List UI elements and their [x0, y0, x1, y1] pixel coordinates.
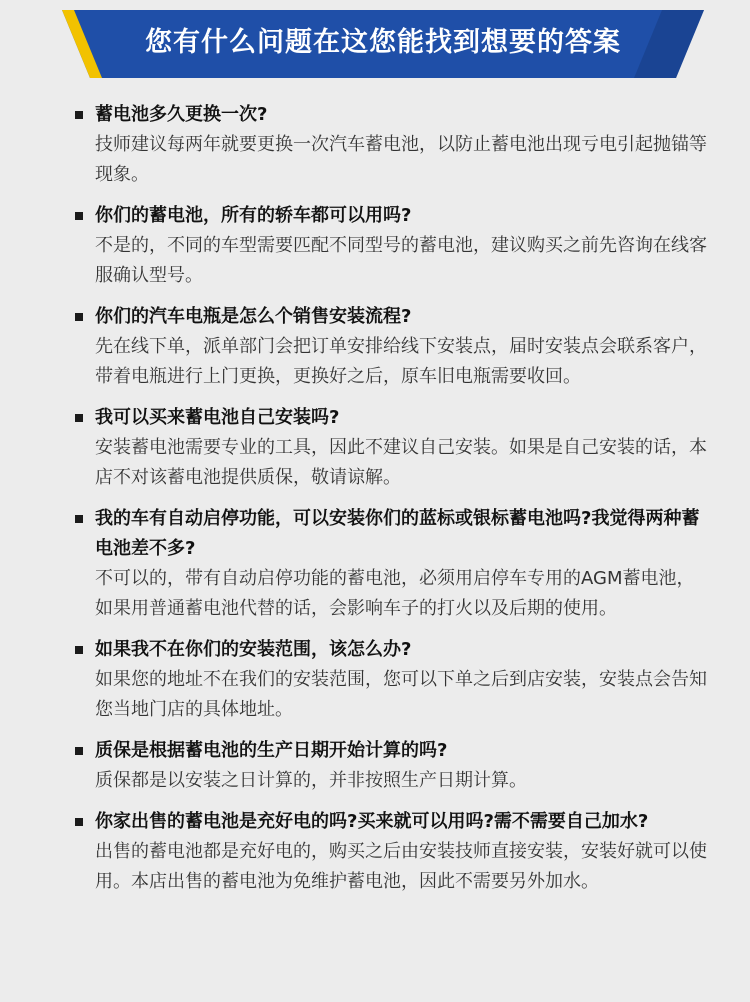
square-bullet-icon [75, 818, 83, 826]
faq-item [72, 504, 712, 624]
square-bullet-icon [75, 414, 83, 422]
square-bullet-icon [75, 212, 83, 220]
square-bullet-icon [75, 515, 83, 523]
faq-question: 你家出售的蓄电池是充好电的吗?买来就可以用吗?需不需要自己加水? [95, 811, 649, 832]
faq-question: 你们的汽车电瓶是怎么个销售安装流程? [95, 306, 412, 327]
faq-list [72, 100, 712, 908]
square-bullet-icon [75, 111, 83, 119]
faq-answer: 安装蓄电池需要专业的工具，因此不建议自己安装。如果是自己安装的话，本店不对该蓄电池提供质保，敬请谅解。 [95, 437, 707, 488]
faq-answer: 不是的，不同的车型需要匹配不同型号的蓄电池，建议购买之前先咨询在线客服确认型号。 [95, 235, 707, 286]
faq-answer: 出售的蓄电池都是充好电的，购买之后由安装技师直接安装，安装好就可以使用。本店出售的蓄电池为免维护蓄电池，因此不需要另外加水。 [95, 841, 707, 892]
square-bullet-icon [75, 313, 83, 321]
faq-question: 我可以买来蓄电池自己安装吗? [95, 407, 340, 428]
faq-item [72, 302, 712, 392]
square-bullet-icon [75, 646, 83, 654]
faq-item [72, 635, 712, 725]
faq-question: 如果我不在你们的安装范围，该怎么办? [95, 639, 412, 660]
faq-answer: 质保都是以安装之日计算的，并非按照生产日期计算。 [95, 770, 527, 791]
faq-answer: 不可以的，带有自动启停功能的蓄电池，必须用启停车专用的AGM蓄电池，如果用普通蓄电池代替的话，会影响车子的打火以及后期的使用。 [95, 568, 695, 619]
header-banner [62, 10, 704, 78]
faq-item [72, 736, 712, 796]
faq-item [72, 100, 712, 190]
faq-question: 质保是根据蓄电池的生产日期开始计算的吗? [95, 740, 448, 761]
square-bullet-icon [75, 747, 83, 755]
faq-item [72, 201, 712, 291]
page-title: 您有什么问题在这您能找到想要的答案 [145, 27, 621, 58]
faq-question: 蓄电池多久更换一次? [95, 104, 268, 125]
faq-question: 我的车有自动启停功能，可以安装你们的蓝标或银标蓄电池吗?我觉得两种蓄电池差不多? [95, 508, 700, 559]
faq-answer: 如果您的地址不在我们的安装范围，您可以下单之后到店安装，安装点会告知您当地门店的具体地址。 [95, 669, 707, 720]
faq-question: 你们的蓄电池，所有的轿车都可以用吗? [95, 205, 412, 226]
faq-item [72, 403, 712, 493]
faq-answer: 先在线下单，派单部门会把订单安排给线下安装点，届时安装点会联系客户，带着电瓶进行上门更换，更换好之后，原车旧电瓶需要收回。 [95, 336, 707, 387]
faq-item [72, 807, 712, 897]
faq-answer: 技师建议每两年就要更换一次汽车蓄电池，以防止蓄电池出现亏电引起抛锚等现象。 [95, 134, 707, 185]
